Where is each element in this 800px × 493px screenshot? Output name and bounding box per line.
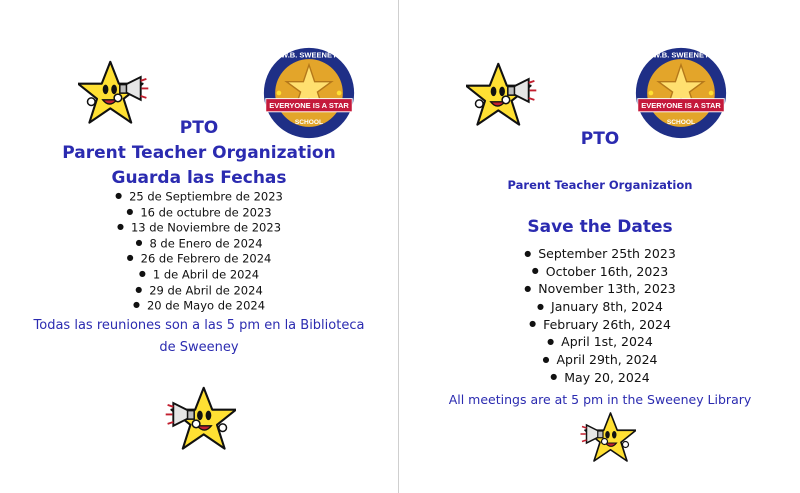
logo-top-text: W.B. SWEENEY bbox=[653, 50, 709, 60]
list-item: ● January 8th, 2024 bbox=[400, 298, 800, 316]
meeting-info-line2: de Sweeney bbox=[159, 340, 239, 355]
star-megaphone-icon bbox=[160, 384, 236, 460]
list-item: ● September 25th 2023 bbox=[400, 245, 800, 263]
logo-ribbon-text: EVERYONE IS A STAR bbox=[641, 101, 721, 111]
list-item: ● February 26th, 2024 bbox=[400, 316, 800, 334]
pto-title: PTO bbox=[580, 129, 620, 149]
organization-title: Parent Teacher Organization bbox=[507, 178, 693, 192]
meeting-info-line1: Todas las reuniones son a las 5 pm en la Biblioteca bbox=[33, 318, 365, 333]
organization-title: Parent Teacher Organization bbox=[62, 143, 336, 163]
meeting-info: All meetings are at 5 pm in the Sweeney Library bbox=[448, 392, 752, 407]
flyer-spanish bbox=[0, 0, 398, 493]
list-item: ● 8 de Enero de 2024 bbox=[0, 236, 398, 252]
date-list bbox=[0, 189, 398, 314]
star-megaphone-icon bbox=[576, 410, 636, 470]
save-dates-heading: Guarda las Fechas bbox=[111, 168, 287, 188]
logo-bottom-text: SCHOOL bbox=[666, 119, 696, 127]
pto-title: PTO bbox=[179, 118, 219, 138]
list-item: ● November 13th, 2023 bbox=[400, 280, 800, 298]
list-item: ● 16 de octubre de 2023 bbox=[0, 205, 398, 221]
list-item: ● April 1st, 2024 bbox=[400, 333, 800, 351]
logo-bottom-text: SCHOOL bbox=[294, 119, 324, 127]
page-divider bbox=[398, 0, 399, 493]
list-item: ● 26 de Febrero de 2024 bbox=[0, 251, 398, 267]
date-list bbox=[400, 245, 800, 387]
list-item: ● 13 de Noviembre de 2023 bbox=[0, 220, 398, 236]
list-item: ● April 29th, 2024 bbox=[400, 351, 800, 369]
save-dates-heading: Save the Dates bbox=[527, 217, 673, 237]
list-item: ● 1 de Abril de 2024 bbox=[0, 267, 398, 283]
flyer-english bbox=[400, 0, 800, 493]
list-item: ● 25 de Septiembre de 2023 bbox=[0, 189, 398, 205]
logo-ribbon-text: EVERYONE IS A STAR bbox=[269, 101, 349, 111]
logo-top-text: W.B. SWEENEY bbox=[281, 50, 337, 60]
list-item: ● 20 de Mayo de 2024 bbox=[0, 298, 398, 314]
school-logo bbox=[634, 46, 728, 140]
list-item: ● October 16th, 2023 bbox=[400, 263, 800, 281]
star-megaphone-icon bbox=[466, 60, 542, 136]
list-item: ● May 20, 2024 bbox=[400, 369, 800, 387]
list-item: ● 29 de Abril de 2024 bbox=[0, 283, 398, 299]
